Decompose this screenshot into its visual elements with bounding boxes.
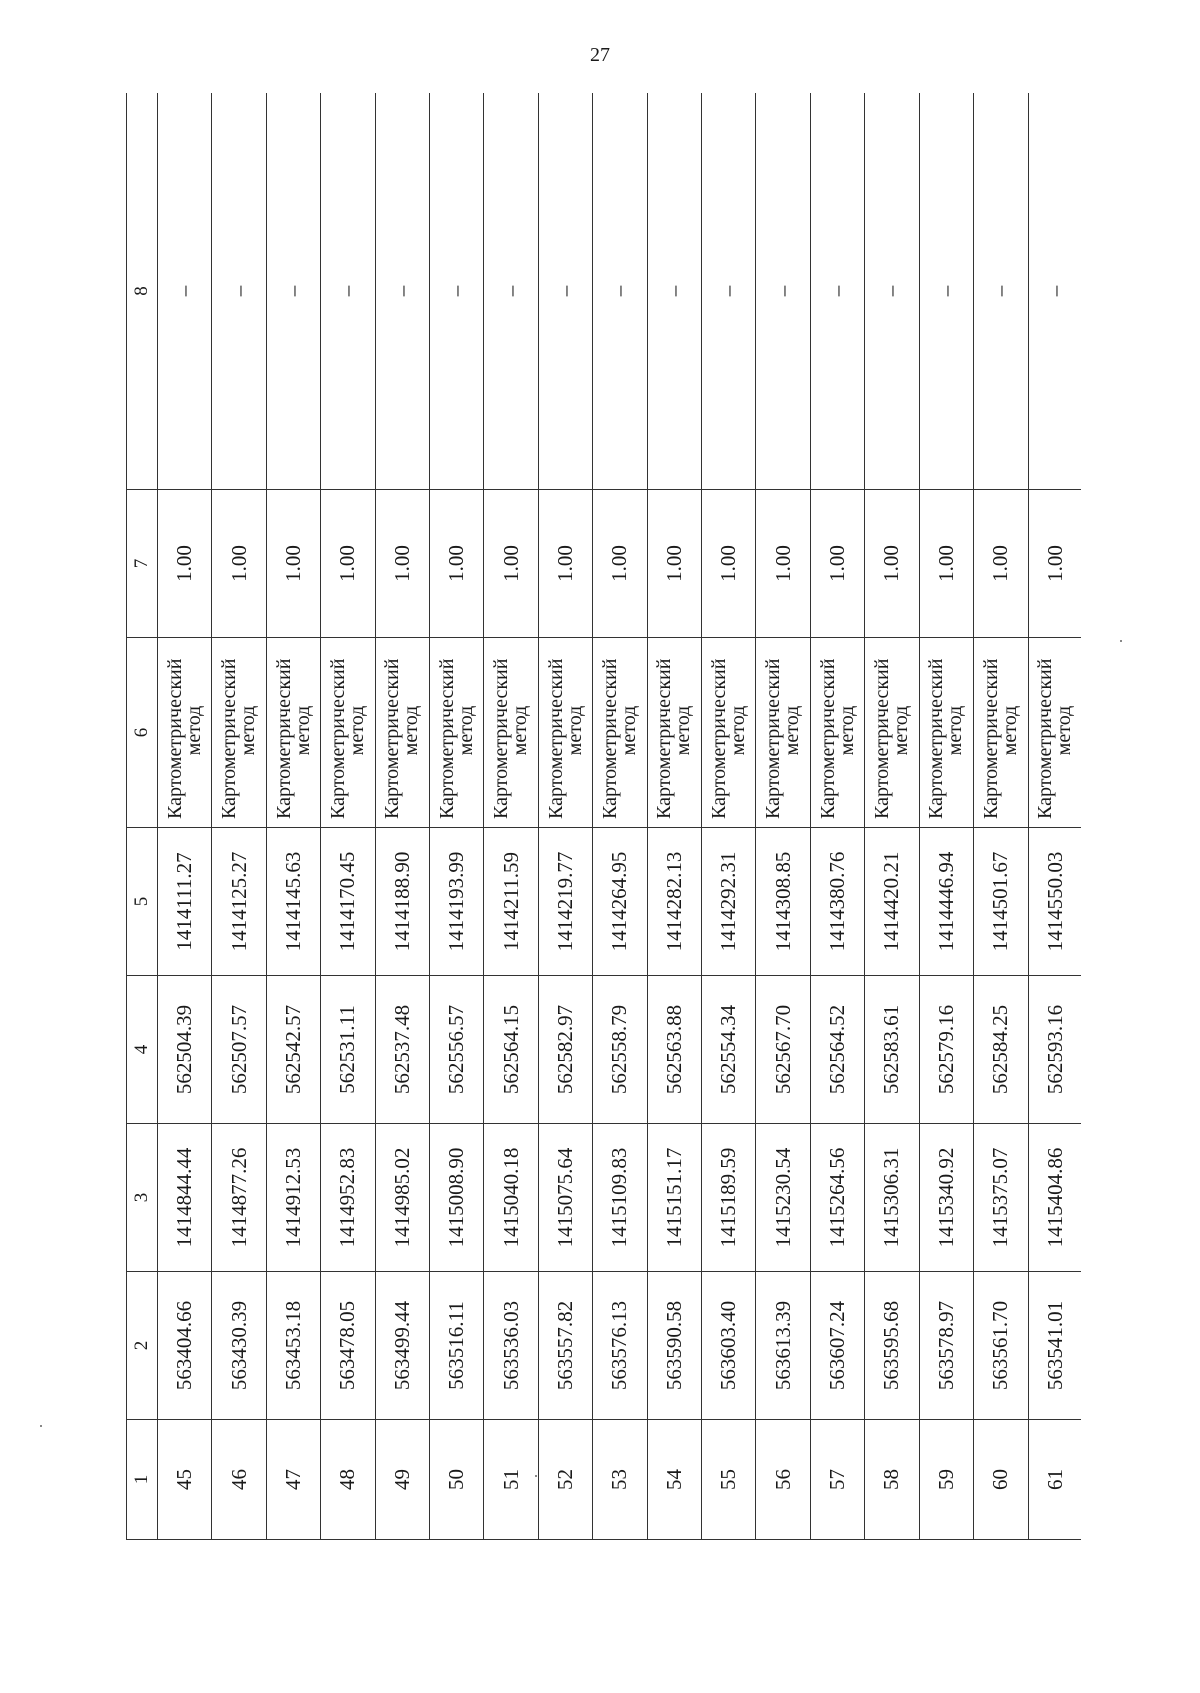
coordinate-x-cell: 563536.03 — [484, 1272, 538, 1420]
method-line-2: метод — [835, 705, 858, 756]
method-cell — [375, 638, 429, 828]
column-header: 6 — [127, 638, 158, 828]
coordinate-y-cell: 1415008.90 — [430, 1124, 484, 1272]
method-cell — [593, 638, 647, 828]
coordinate-y-cell: 1414420.21 — [865, 828, 919, 976]
accuracy-cell: 1.00 — [321, 490, 375, 638]
coordinate-y-cell: 1414264.95 — [593, 828, 647, 976]
method-line-2: метод — [291, 705, 314, 756]
column-header: 8 — [127, 93, 158, 490]
description-cell: – — [212, 93, 266, 490]
method-line-1: Картометрический — [272, 658, 295, 819]
point-number-cell: 47 — [266, 1420, 320, 1540]
accuracy-cell: 1.00 — [756, 490, 810, 638]
accuracy-cell: 1.00 — [647, 490, 701, 638]
method-cell — [1028, 638, 1081, 828]
method-cell — [484, 638, 538, 828]
coordinate-x-cell: 562564.15 — [484, 976, 538, 1124]
accuracy-cell: 1.00 — [430, 490, 484, 638]
coordinate-x-cell: 562567.70 — [756, 976, 810, 1124]
description-cell: – — [1028, 93, 1081, 490]
method-cell — [430, 638, 484, 828]
coordinate-y-cell: 1414111.27 — [158, 828, 212, 976]
accuracy-cell: 1.00 — [266, 490, 320, 638]
coordinate-y-cell: 1414125.27 — [212, 828, 266, 976]
description-cell: – — [593, 93, 647, 490]
method-line-2: метод — [563, 705, 586, 756]
coordinate-x-cell: 562583.61 — [865, 976, 919, 1124]
method-line-1: Картометрический — [326, 658, 349, 819]
description-cell: – — [647, 93, 701, 490]
coordinate-y-cell: 1415151.17 — [647, 1124, 701, 1272]
method-line-1: Картометрический — [598, 658, 621, 819]
column-header: 7 — [127, 490, 158, 638]
description-cell: – — [974, 93, 1028, 490]
coordinate-x-cell: 562579.16 — [919, 976, 973, 1124]
method-cell — [810, 638, 864, 828]
coordinate-y-cell: 1415264.56 — [810, 1124, 864, 1272]
coordinate-x-cell: 563453.18 — [266, 1272, 320, 1420]
coordinate-x-cell: 563541.01 — [1028, 1272, 1081, 1420]
description-cell: – — [538, 93, 592, 490]
description-cell: – — [158, 93, 212, 490]
table-row — [484, 93, 538, 1540]
description-cell: – — [484, 93, 538, 490]
method-line-2: метод — [672, 705, 695, 756]
point-number-cell: 59 — [919, 1420, 973, 1540]
coordinate-x-cell: 562531.11 — [321, 976, 375, 1124]
point-number-cell: 45 — [158, 1420, 212, 1540]
column-header: 4 — [127, 976, 158, 1124]
coordinate-x-cell: 563561.70 — [974, 1272, 1028, 1420]
table-row — [1028, 93, 1081, 1540]
coordinate-x-cell: 562542.57 — [266, 976, 320, 1124]
table-row — [647, 93, 701, 1540]
coordinate-x-cell: 563576.13 — [593, 1272, 647, 1420]
method-line-1: Картометрический — [762, 658, 785, 819]
table-row — [212, 93, 266, 1540]
table-row — [430, 93, 484, 1540]
method-line-1: Картометрический — [653, 658, 676, 819]
coordinate-y-cell: 1414877.26 — [212, 1124, 266, 1272]
method-cell — [756, 638, 810, 828]
point-number-cell: 53 — [593, 1420, 647, 1540]
column-header: 1 — [127, 1420, 158, 1540]
method-line-1: Картометрический — [870, 658, 893, 819]
point-number-cell: 48 — [321, 1420, 375, 1540]
table-row — [538, 93, 592, 1540]
table-row — [266, 93, 320, 1540]
table-row — [865, 93, 919, 1540]
accuracy-cell: 1.00 — [538, 490, 592, 638]
coordinate-x-cell: 563499.44 — [375, 1272, 429, 1420]
accuracy-cell: 1.00 — [593, 490, 647, 638]
coordinate-y-cell: 1415340.92 — [919, 1124, 973, 1272]
method-line-1: Картометрический — [1034, 658, 1057, 819]
table-row — [810, 93, 864, 1540]
method-line-2: метод — [998, 705, 1021, 756]
point-number-cell: 51 — [484, 1420, 538, 1540]
method-cell — [158, 638, 212, 828]
accuracy-cell: 1.00 — [375, 490, 429, 638]
coordinate-x-cell: 562554.34 — [702, 976, 756, 1124]
accuracy-cell: 1.00 — [810, 490, 864, 638]
accuracy-cell: 1.00 — [212, 490, 266, 638]
coordinate-y-cell: 1414380.76 — [810, 828, 864, 976]
coordinate-y-cell: 1415230.54 — [756, 1124, 810, 1272]
page-number: 27 — [590, 44, 610, 66]
point-number-cell: 49 — [375, 1420, 429, 1540]
coordinate-y-cell: 1414219.77 — [538, 828, 592, 976]
coordinate-x-cell: 562556.57 — [430, 976, 484, 1124]
method-line-1: Картометрический — [925, 658, 948, 819]
description-cell: – — [266, 93, 320, 490]
scan-speck — [1120, 640, 1122, 642]
table-row — [974, 93, 1028, 1540]
point-number-cell: 52 — [538, 1420, 592, 1540]
scan-speck — [535, 1475, 537, 1477]
coordinate-y-cell: 1414446.94 — [919, 828, 973, 976]
coordinate-y-cell: 1414282.13 — [647, 828, 701, 976]
coordinate-y-cell: 1414193.99 — [430, 828, 484, 976]
coordinate-x-cell: 563607.24 — [810, 1272, 864, 1420]
coordinate-y-cell: 1414550.03 — [1028, 828, 1081, 976]
method-line-2: метод — [400, 705, 423, 756]
method-line-1: Картометрический — [816, 658, 839, 819]
table-row — [375, 93, 429, 1540]
method-cell — [974, 638, 1028, 828]
point-number-cell: 58 — [865, 1420, 919, 1540]
method-cell — [865, 638, 919, 828]
method-line-2: метод — [1053, 705, 1076, 756]
accuracy-cell: 1.00 — [158, 490, 212, 638]
coordinate-x-cell: 563590.58 — [647, 1272, 701, 1420]
method-cell — [919, 638, 973, 828]
coordinate-y-cell: 1415404.86 — [1028, 1124, 1081, 1272]
table-row — [756, 93, 810, 1540]
scan-speck — [40, 1425, 42, 1427]
coordinate-y-cell: 1414145.63 — [266, 828, 320, 976]
coordinate-x-cell: 562564.52 — [810, 976, 864, 1124]
coordinate-x-cell: 562582.97 — [538, 976, 592, 1124]
coordinate-y-cell: 1414308.85 — [756, 828, 810, 976]
method-cell — [321, 638, 375, 828]
accuracy-cell: 1.00 — [865, 490, 919, 638]
description-cell: – — [919, 93, 973, 490]
coordinate-y-cell: 1414188.90 — [375, 828, 429, 976]
accuracy-cell: 1.00 — [919, 490, 973, 638]
coordinate-y-cell: 1414211.59 — [484, 828, 538, 976]
coordinate-y-cell: 1415040.18 — [484, 1124, 538, 1272]
point-number-cell: 57 — [810, 1420, 864, 1540]
coordinate-x-cell: 563595.68 — [865, 1272, 919, 1420]
point-number-cell: 56 — [756, 1420, 810, 1540]
coordinate-x-cell: 562584.25 — [974, 976, 1028, 1124]
method-line-2: метод — [726, 705, 749, 756]
method-line-2: метод — [617, 705, 640, 756]
description-cell: – — [756, 93, 810, 490]
coordinate-y-cell: 1414952.83 — [321, 1124, 375, 1272]
point-number-cell: 46 — [212, 1420, 266, 1540]
coordinate-x-cell: 562507.57 — [212, 976, 266, 1124]
coordinate-x-cell: 563557.82 — [538, 1272, 592, 1420]
table-row — [321, 93, 375, 1540]
coordinate-x-cell: 563478.05 — [321, 1272, 375, 1420]
method-line-1: Картометрический — [490, 658, 513, 819]
method-cell — [702, 638, 756, 828]
method-line-1: Картометрический — [707, 658, 730, 819]
method-line-1: Картометрический — [979, 658, 1002, 819]
table-header-row — [127, 93, 158, 1540]
table-row — [919, 93, 973, 1540]
method-line-1: Картометрический — [435, 658, 458, 819]
coordinate-y-cell: 1414844.44 — [158, 1124, 212, 1272]
coordinate-y-cell: 1414170.45 — [321, 828, 375, 976]
coordinate-x-cell: 563516.11 — [430, 1272, 484, 1420]
coordinate-x-cell: 563578.97 — [919, 1272, 973, 1420]
coordinates-table — [126, 93, 1081, 1540]
accuracy-cell: 1.00 — [484, 490, 538, 638]
coordinate-x-cell: 563603.40 — [702, 1272, 756, 1420]
method-line-2: метод — [509, 705, 532, 756]
table-row — [702, 93, 756, 1540]
method-line-2: метод — [237, 705, 260, 756]
point-number-cell: 55 — [702, 1420, 756, 1540]
method-line-1: Картометрический — [381, 658, 404, 819]
coordinate-y-cell: 1415375.07 — [974, 1124, 1028, 1272]
coordinates-table-container — [126, 93, 1081, 1540]
coordinate-x-cell: 563404.66 — [158, 1272, 212, 1420]
coordinate-x-cell: 563430.39 — [212, 1272, 266, 1420]
coordinate-x-cell: 562593.16 — [1028, 976, 1081, 1124]
coordinate-y-cell: 1414912.53 — [266, 1124, 320, 1272]
method-line-2: метод — [889, 705, 912, 756]
coordinate-y-cell: 1415189.59 — [702, 1124, 756, 1272]
method-line-2: метод — [944, 705, 967, 756]
coordinate-y-cell: 1414985.02 — [375, 1124, 429, 1272]
coordinate-y-cell: 1414292.31 — [702, 828, 756, 976]
accuracy-cell: 1.00 — [1028, 490, 1081, 638]
method-line-2: метод — [454, 705, 477, 756]
column-header: 3 — [127, 1124, 158, 1272]
coordinate-x-cell: 562504.39 — [158, 976, 212, 1124]
method-cell — [266, 638, 320, 828]
method-line-2: метод — [781, 705, 804, 756]
description-cell: – — [702, 93, 756, 490]
accuracy-cell: 1.00 — [702, 490, 756, 638]
method-line-1: Картометрический — [544, 658, 567, 819]
method-line-2: метод — [182, 705, 205, 756]
point-number-cell: 61 — [1028, 1420, 1081, 1540]
table-row — [593, 93, 647, 1540]
accuracy-cell: 1.00 — [974, 490, 1028, 638]
coordinate-y-cell: 1414501.67 — [974, 828, 1028, 976]
coordinate-x-cell: 562537.48 — [375, 976, 429, 1124]
method-line-1: Картометрический — [218, 658, 241, 819]
description-cell: – — [430, 93, 484, 490]
description-cell: – — [810, 93, 864, 490]
column-header: 5 — [127, 828, 158, 976]
description-cell: – — [865, 93, 919, 490]
description-cell: – — [321, 93, 375, 490]
point-number-cell: 54 — [647, 1420, 701, 1540]
coordinate-x-cell: 562558.79 — [593, 976, 647, 1124]
method-line-2: метод — [345, 705, 368, 756]
coordinate-x-cell: 563613.39 — [756, 1272, 810, 1420]
coordinate-y-cell: 1415109.83 — [593, 1124, 647, 1272]
method-cell — [212, 638, 266, 828]
method-cell — [647, 638, 701, 828]
coordinate-y-cell: 1415306.31 — [865, 1124, 919, 1272]
coordinate-x-cell: 562563.88 — [647, 976, 701, 1124]
method-line-1: Картометрический — [163, 658, 186, 819]
point-number-cell: 60 — [974, 1420, 1028, 1540]
coordinate-y-cell: 1415075.64 — [538, 1124, 592, 1272]
description-cell: – — [375, 93, 429, 490]
table-row — [158, 93, 212, 1540]
method-cell — [538, 638, 592, 828]
column-header: 2 — [127, 1272, 158, 1420]
point-number-cell: 50 — [430, 1420, 484, 1540]
